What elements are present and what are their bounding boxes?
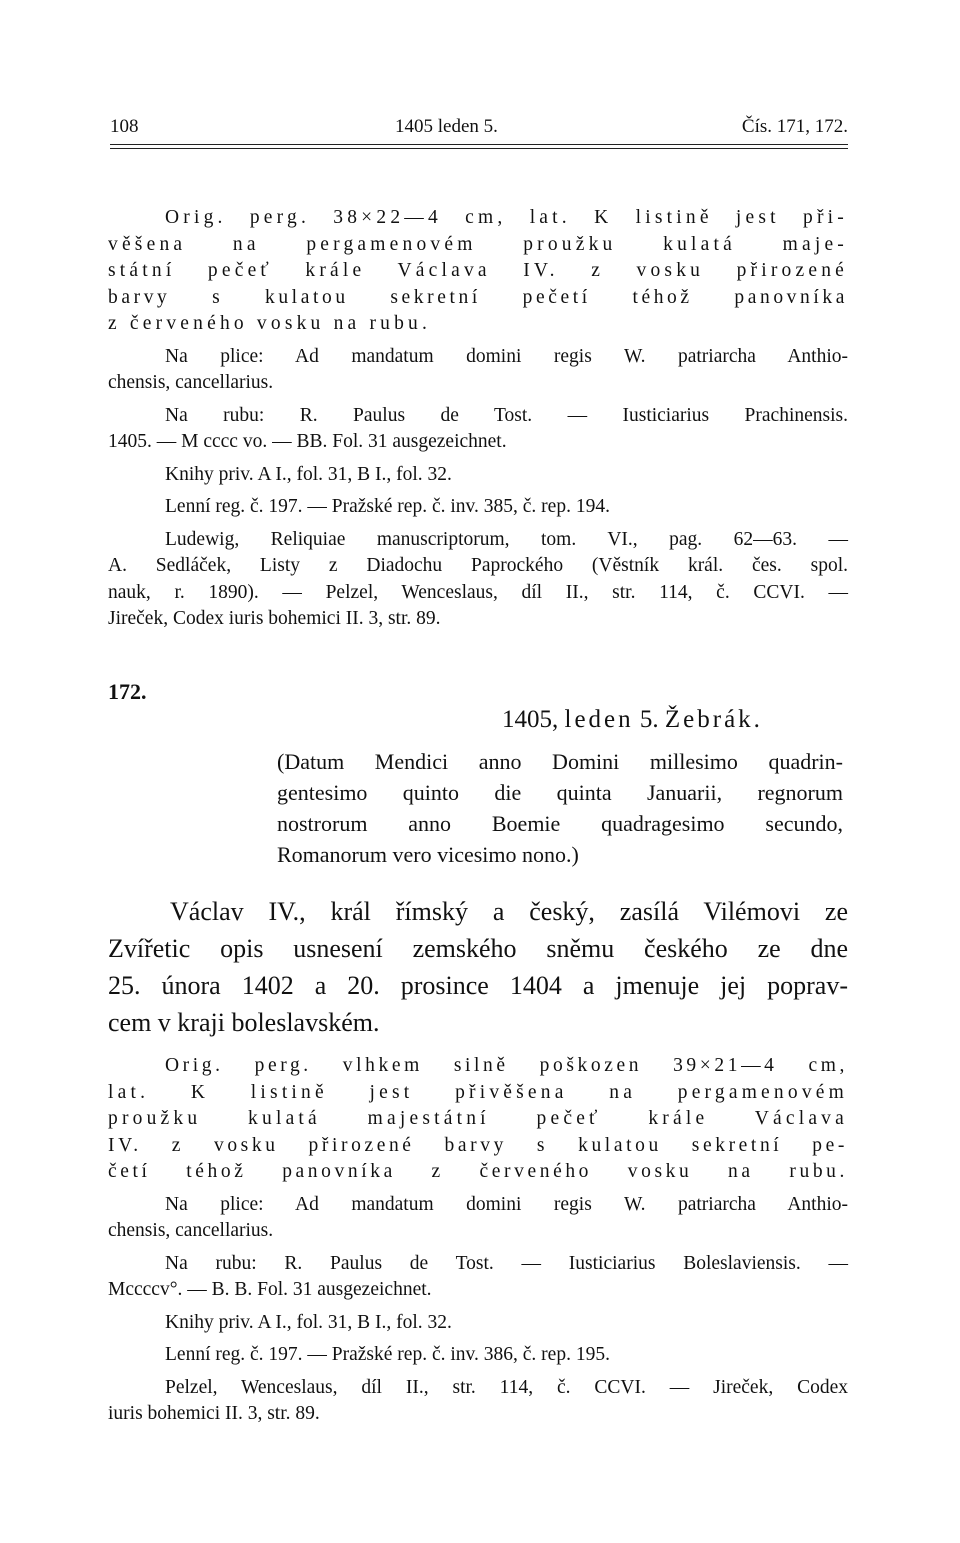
- text-line: nauk, r. 1890). — Pelzel, Wenceslaus, díl II., str. 114, č. CCVI. —: [108, 581, 848, 603]
- text-line: Orig. perg. vlhkem silně poškozen 39×21—4 cm,: [165, 1055, 848, 1076]
- text-line: Pelzel, Wenceslaus, díl II., str. 114, č. CCVI. — Jireček, Codex: [165, 1376, 848, 1398]
- text-line: Orig. perg. 38×22—4 cm, lat. K listině jest při-: [165, 207, 848, 228]
- doc172-place: Žebrák.: [664, 706, 763, 733]
- text-line: A. Sedláček, Listy z Diadochu Paprockého (Věstník král. čes. spol.: [108, 555, 848, 576]
- doc172-datum-clause: [277, 746, 843, 870]
- text-line: (Datum Mendici anno Domini millesimo quadrin-: [277, 749, 843, 774]
- doc171-lenni-note: Lenní reg. č. 197. — Pražské rep. č. inv. 385, č. rep. 194.: [165, 496, 610, 517]
- text-line: Na plice: Ad mandatum domini regis W. patriarcha Anthio-: [165, 345, 848, 367]
- text-line: Romanorum vero vicesimo nono.): [277, 842, 579, 867]
- doc172-month: leden: [564, 706, 634, 733]
- doc172-plice-note: [108, 1192, 848, 1245]
- text-line: barvy s kulatou sekretní pečetí téhož panovníka: [108, 286, 848, 308]
- header-document-numbers: Čís. 171, 172.: [741, 116, 848, 137]
- text-line: četí téhož panovníka z červeného vosku na rubu.: [108, 1161, 848, 1182]
- header-rule-bottom: [110, 148, 848, 149]
- doc172-knihy-note: Knihy priv. A I., fol. 31, B I., fol. 32.: [165, 1311, 452, 1333]
- doc171-original-description: [108, 205, 848, 338]
- text-line: Na rubu: R. Paulus de Tost. — Iusticiarius Prachinensis.: [165, 404, 848, 426]
- running-head: [110, 116, 848, 140]
- text-line: cem v kraji boleslavském.: [108, 1008, 380, 1037]
- doc172-day: 5.: [639, 706, 659, 733]
- text-line: z červeného vosku na rubu.: [108, 313, 432, 334]
- text-line: věšena na pergamenovém proužku kulatá maje-: [108, 233, 848, 255]
- doc172-regest: [108, 893, 848, 1041]
- doc172-original-description: [108, 1053, 848, 1186]
- doc171-plice-note: [108, 344, 848, 397]
- text-line: Na rubu: R. Paulus de Tost. — Iusticiarius Boleslaviensis. —: [165, 1252, 848, 1274]
- text-line: Jireček, Codex iuris bohemici II. 3, str. 89.: [108, 608, 441, 629]
- page-number: 108: [110, 116, 139, 137]
- text-line: lat. K listině jest přivěšena na pergamenovém: [108, 1081, 848, 1103]
- doc172-notes: [108, 1053, 848, 1428]
- doc171-rubu-note: [108, 403, 848, 456]
- doc172-lenni-note: Lenní reg. č. 197. — Pražské rep. č. inv. 386, č. rep. 195.: [165, 1344, 610, 1365]
- text-line: chensis, cancellarius.: [108, 1220, 274, 1241]
- text-line: Václav IV., král římský a český, zasílá Vilémovi ze: [170, 897, 848, 926]
- text-line: IV. z vosku přirozené barvy s kulatou sekretní pe-: [108, 1134, 848, 1156]
- text-line: 1405. — M cccc vo. — BB. Fol. 31 ausgezeichnet.: [108, 431, 507, 452]
- text-line: iuris bohemici II. 3, str. 89.: [108, 1403, 320, 1424]
- text-line: 25. února 1402 a 20. prosince 1404 a jmenuje jej poprav-: [108, 971, 848, 1000]
- doc171-literature: [108, 527, 848, 633]
- text-line: Mccccv°. — B. B. Fol. 31 ausgezeichnet.: [108, 1279, 432, 1300]
- doc172-rubu-note: [108, 1251, 848, 1304]
- text-line: gentesimo quinto die quinta Januarii, regnorum: [277, 780, 843, 805]
- text-line: státní pečeť krále Václava IV. z vosku přirozené: [108, 260, 848, 281]
- header-date: 1405 leden 5.: [395, 116, 498, 137]
- text-line: nostrorum anno Boemie quadragesimo secundo,: [277, 811, 843, 836]
- doc172-number: 172.: [108, 679, 147, 704]
- header-rule-top: [110, 144, 848, 145]
- doc171-notes: [108, 205, 848, 633]
- doc172-literature: [108, 1375, 848, 1428]
- doc172-year: 1405,: [502, 706, 559, 733]
- text-line: chensis, cancellarius.: [108, 372, 274, 393]
- doc171-knihy-note: Knihy priv. A I., fol. 31, B I., fol. 32.: [165, 463, 452, 485]
- doc172-date-place: [502, 706, 763, 734]
- text-line: Na plice: Ad mandatum domini regis W. patriarcha Anthio-: [165, 1193, 848, 1215]
- text-line: Zvířetic opis usnesení zemského sněmu českého ze dne: [108, 934, 848, 963]
- text-line: Ludewig, Reliquiae manuscriptorum, tom. VI., pag. 62—63. —: [165, 528, 848, 550]
- text-line: proužku kulatá majestátní pečeť krále Václava: [108, 1108, 848, 1129]
